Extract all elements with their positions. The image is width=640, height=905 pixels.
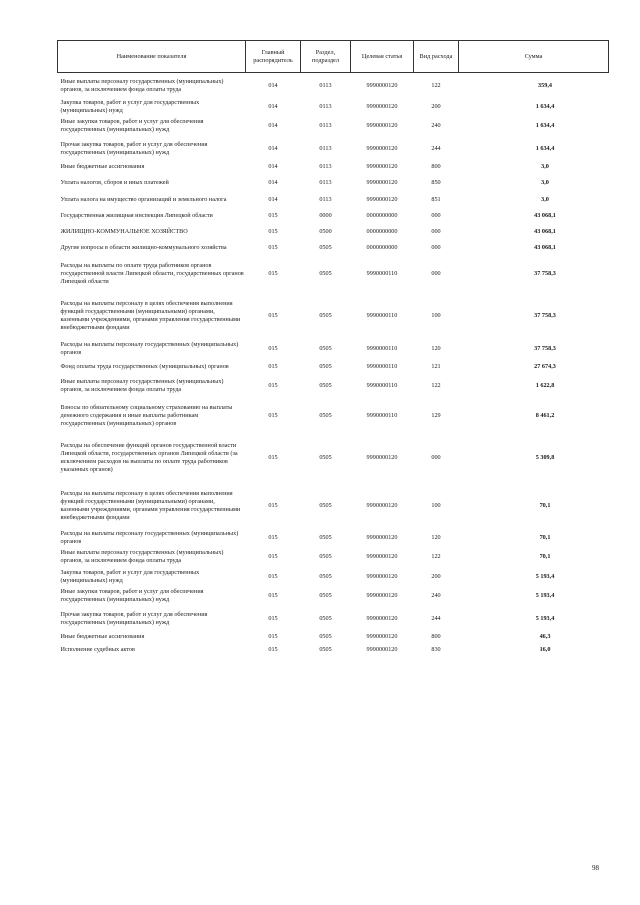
- cell-name: Расходы на выплаты персоналу государственных (муниципальных) органов: [60, 529, 239, 545]
- cell-art: 9990000120: [366, 501, 398, 509]
- table-row: [58, 292, 609, 340]
- cell-art: 9990000120: [366, 615, 398, 622]
- cell-name: Иные закупки товаров, работ и услуг для обеспечения государственных (муниципальных) нужд: [60, 118, 204, 133]
- cell-name: Фонд оплаты труда государственных (муниципальных) органов: [60, 362, 229, 370]
- cell-sec: 0505: [319, 553, 332, 560]
- cell-type: 000: [431, 269, 441, 277]
- cell-art: 9990000120: [366, 102, 398, 110]
- cell-sec: 0505: [319, 453, 332, 461]
- cell-sec: 0505: [319, 533, 332, 541]
- cell-gr: 015: [268, 227, 278, 235]
- header-chief-administrator: Главный распорядитель: [246, 41, 301, 73]
- cell-name: Другие вопросы в области жилищно-коммунального хозяйства: [60, 243, 227, 251]
- header-section: Раздел, подраздел: [301, 41, 351, 73]
- cell-name: Государственная жилищная инспекция Липецкой области: [60, 211, 213, 219]
- table-row: [58, 208, 609, 224]
- cell-gr: 015: [268, 411, 278, 419]
- table-row: [58, 644, 609, 657]
- cell-art: 9990000120: [366, 145, 398, 152]
- cell-type: 800: [431, 163, 441, 170]
- cell-type: 000: [431, 453, 441, 461]
- cell-sec: 0000: [319, 211, 332, 219]
- cell-sum: 5 309,8: [535, 453, 555, 461]
- cell-type: 122: [431, 553, 441, 560]
- table-row: [58, 530, 609, 546]
- cell-art: 9990000120: [366, 592, 398, 599]
- cell-sum: 43 068,1: [534, 227, 556, 235]
- cell-sec: 0113: [319, 81, 332, 89]
- cell-type: 800: [431, 633, 441, 640]
- cell-art: 0000000000: [366, 211, 398, 219]
- cell-art: 9990000120: [366, 178, 398, 186]
- table-row: [58, 115, 609, 138]
- cell-art: 0000000000: [366, 243, 398, 251]
- cell-sum: 1 634,4: [535, 145, 555, 152]
- cell-art: 9990000120: [366, 195, 398, 203]
- cell-type: 200: [431, 102, 441, 110]
- cell-gr: 015: [268, 211, 278, 219]
- cell-name: Иные бюджетные ассигнования: [60, 163, 145, 170]
- cell-name: Взносы по обязательному социальному страхованию на выплаты денежного содержания и иные выплаты работникам государственных (муниципальных) органов: [60, 403, 233, 427]
- cell-sum: 8 461,2: [535, 411, 555, 419]
- cell-art: 9990000110: [366, 345, 398, 352]
- cell-sum: 1 634,4: [535, 102, 555, 110]
- cell-type: 850: [431, 178, 441, 186]
- cell-sum: 5 193,4: [535, 615, 555, 622]
- cell-sec: 0113: [319, 163, 332, 170]
- header-expense-type: Вид расхода: [414, 41, 459, 73]
- table-row: [58, 546, 609, 569]
- cell-sum: 1 622,8: [535, 382, 555, 389]
- cell-name: Прочая закупка товаров, работ и услуг для обеспечения государственных (муниципальных) нужд: [60, 611, 208, 626]
- cell-art: 9990000120: [366, 163, 398, 170]
- table-row: [58, 434, 609, 482]
- cell-gr: 014: [268, 81, 278, 89]
- cell-type: 000: [431, 211, 441, 219]
- table-row: [58, 99, 609, 115]
- table-row: [58, 192, 609, 208]
- cell-art: 9990000120: [366, 533, 398, 541]
- table-row: [58, 585, 609, 608]
- cell-sec: 0113: [319, 195, 332, 203]
- cell-name: Иные выплаты персоналу государственных (муниципальных) органов, за исключением фонда оплаты труда: [60, 378, 224, 393]
- table-row: [58, 608, 609, 631]
- cell-type: 120: [431, 533, 441, 541]
- cell-art: 9990000110: [366, 411, 398, 419]
- cell-art: 9990000120: [366, 453, 398, 461]
- cell-sec: 0500: [319, 227, 332, 235]
- cell-gr: 014: [268, 163, 278, 170]
- cell-name: Расходы на обеспечение функций органов государственной власти Липецкой области, государственных органов Липецкой области (за исключением расходов на выплаты по оплате труда работников указанных органов): [60, 441, 238, 473]
- cell-type: 851: [431, 195, 441, 203]
- table-row: [58, 398, 609, 434]
- cell-type: 100: [431, 501, 441, 509]
- cell-art: 9990000120: [366, 646, 398, 653]
- cell-art: 9990000110: [366, 362, 398, 370]
- cell-name: Иные закупки товаров, работ и услуг для обеспечения государственных (муниципальных) нужд: [60, 588, 204, 603]
- cell-sum: 70,1: [539, 501, 551, 509]
- cell-sec: 0113: [319, 178, 332, 186]
- cell-gr: 014: [268, 145, 278, 152]
- table-row: [58, 256, 609, 292]
- table-row: [58, 569, 609, 585]
- table-row: [58, 482, 609, 530]
- cell-sum: 43 068,1: [534, 211, 556, 219]
- cell-sum: 27 674,3: [534, 362, 556, 370]
- cell-type: 244: [431, 145, 441, 152]
- cell-type: 121: [431, 362, 441, 370]
- cell-gr: 015: [268, 311, 278, 319]
- cell-gr: 014: [268, 102, 278, 110]
- table-row: [58, 631, 609, 644]
- cell-gr: 015: [268, 269, 278, 277]
- cell-name: Закупка товаров, работ и услуг для государственных (муниципальных) нужд: [60, 98, 200, 114]
- cell-sec: 0505: [319, 501, 332, 509]
- table-body: [58, 73, 609, 657]
- cell-sum: 3,0: [541, 163, 549, 170]
- table-row: [58, 224, 609, 240]
- cell-sec: 0505: [319, 615, 332, 622]
- cell-type: 120: [431, 345, 441, 352]
- cell-gr: 015: [268, 345, 278, 352]
- cell-sum: 3,0: [541, 178, 549, 186]
- cell-gr: 015: [268, 533, 278, 541]
- cell-sum: 5 193,4: [535, 572, 555, 580]
- budget-table: [57, 40, 609, 657]
- cell-gr: 014: [268, 122, 278, 129]
- cell-type: 100: [431, 311, 441, 319]
- cell-name: Расходы на выплаты персоналу в целях обеспечения выполнения функций государственными (муниципальными) органами, казенными учреждениями, органами управления государственными внебюджетными фондами: [60, 489, 241, 521]
- cell-name: ЖИЛИЩНО-КОММУНАЛЬНОЕ ХОЗЯЙСТВО: [60, 227, 188, 235]
- table-row: [58, 375, 609, 398]
- cell-type: 129: [431, 411, 441, 419]
- cell-sum: 3,0: [541, 195, 549, 203]
- cell-name: Иные бюджетные ассигнования: [60, 633, 145, 640]
- cell-art: 9990000120: [366, 553, 398, 560]
- header-target-article: Целевая статья: [351, 41, 414, 73]
- cell-art: 9990000110: [366, 311, 398, 319]
- cell-sum: 16,0: [539, 646, 551, 653]
- cell-name: Расходы на выплаты персоналу государственных (муниципальных) органов: [60, 341, 239, 356]
- cell-type: 200: [431, 572, 441, 580]
- cell-sec: 0505: [319, 646, 332, 653]
- cell-gr: 015: [268, 501, 278, 509]
- cell-name: Уплата налога на имущество организаций и земельного налога: [60, 195, 227, 203]
- cell-name: Исполнение судебных актов: [60, 646, 135, 653]
- cell-sec: 0505: [319, 411, 332, 419]
- cell-sec: 0505: [319, 243, 332, 251]
- cell-name: Иные выплаты персоналу государственных (муниципальных) органов, за исключением фонда оплаты труда: [60, 549, 224, 564]
- table-row: [58, 161, 609, 174]
- cell-type: 830: [431, 646, 441, 653]
- cell-sec: 0113: [319, 145, 332, 152]
- cell-sec: 0505: [319, 345, 332, 352]
- cell-sum: 37 758,3: [534, 345, 556, 352]
- cell-sum: 70,1: [539, 533, 551, 541]
- cell-sec: 0505: [319, 362, 332, 370]
- table-row: [58, 240, 609, 256]
- cell-type: 240: [431, 122, 441, 129]
- table-header-row: [58, 41, 609, 73]
- cell-sum: 46,3: [539, 633, 551, 640]
- cell-sec: 0505: [319, 572, 332, 580]
- cell-name: Закупка товаров, работ и услуг для государственных (муниципальных) нужд: [60, 568, 200, 584]
- cell-type: 240: [431, 592, 441, 599]
- cell-gr: 015: [268, 572, 278, 580]
- cell-gr: 015: [268, 615, 278, 622]
- cell-art: 9990000120: [366, 81, 398, 89]
- cell-type: 244: [431, 615, 441, 622]
- cell-sec: 0505: [319, 382, 332, 389]
- table-row: [58, 174, 609, 192]
- cell-sum: 43 068,1: [534, 243, 556, 251]
- cell-gr: 015: [268, 633, 278, 640]
- cell-art: 9990000120: [366, 572, 398, 580]
- cell-gr: 014: [268, 195, 278, 203]
- table-row: [58, 73, 609, 99]
- cell-type: 000: [431, 243, 441, 251]
- cell-type: 122: [431, 382, 441, 389]
- cell-gr: 015: [268, 553, 278, 560]
- cell-gr: 015: [268, 362, 278, 370]
- cell-gr: 015: [268, 453, 278, 461]
- header-sum: Сумма: [459, 41, 609, 73]
- cell-sec: 0113: [319, 122, 332, 129]
- cell-art: 9990000110: [366, 382, 398, 389]
- cell-gr: 015: [268, 592, 278, 599]
- cell-name: Расходы на выплаты по оплате труда работников органов государственной власти Липецкой области, государственных органов Липецкой области: [60, 261, 244, 285]
- cell-type: 122: [431, 81, 441, 89]
- table-row: [58, 359, 609, 375]
- cell-art: 0000000000: [366, 227, 398, 235]
- cell-sec: 0505: [319, 592, 332, 599]
- cell-sec: 0505: [319, 633, 332, 640]
- cell-sec: 0505: [319, 311, 332, 319]
- table-row: [58, 138, 609, 161]
- cell-art: 9990000120: [366, 122, 398, 129]
- cell-name: Иные выплаты персоналу государственных (муниципальных) органов, за исключением фонда оплаты труда: [60, 77, 224, 93]
- cell-sec: 0505: [319, 269, 332, 277]
- cell-sum: 5 193,4: [535, 592, 555, 599]
- page-number: 98: [592, 864, 599, 872]
- cell-gr: 014: [268, 178, 278, 186]
- cell-gr: 015: [268, 382, 278, 389]
- cell-sum: 37 758,3: [534, 311, 556, 319]
- cell-name: Уплата налогов, сборов и иных платежей: [60, 178, 169, 186]
- cell-gr: 015: [268, 646, 278, 653]
- table-row: [58, 340, 609, 359]
- cell-type: 000: [431, 227, 441, 235]
- cell-art: 9990000110: [366, 269, 398, 277]
- cell-sec: 0113: [319, 102, 332, 110]
- cell-sum: 1 634,4: [535, 122, 555, 129]
- cell-name: Прочая закупка товаров, работ и услуг для обеспечения государственных (муниципальных) нужд: [60, 141, 208, 156]
- cell-sum: 37 758,3: [534, 269, 556, 277]
- cell-art: 9990000120: [366, 633, 398, 640]
- header-name: Наименование показателя: [58, 41, 246, 73]
- cell-sum: 70,1: [539, 553, 551, 560]
- cell-sum: 359,4: [538, 81, 552, 89]
- cell-gr: 015: [268, 243, 278, 251]
- cell-name: Расходы на выплаты персоналу в целях обеспечения выполнения функций государственными (муниципальными) органами, казенными учреждениями, органами управления государственными внебюджетными фондами: [60, 299, 241, 331]
